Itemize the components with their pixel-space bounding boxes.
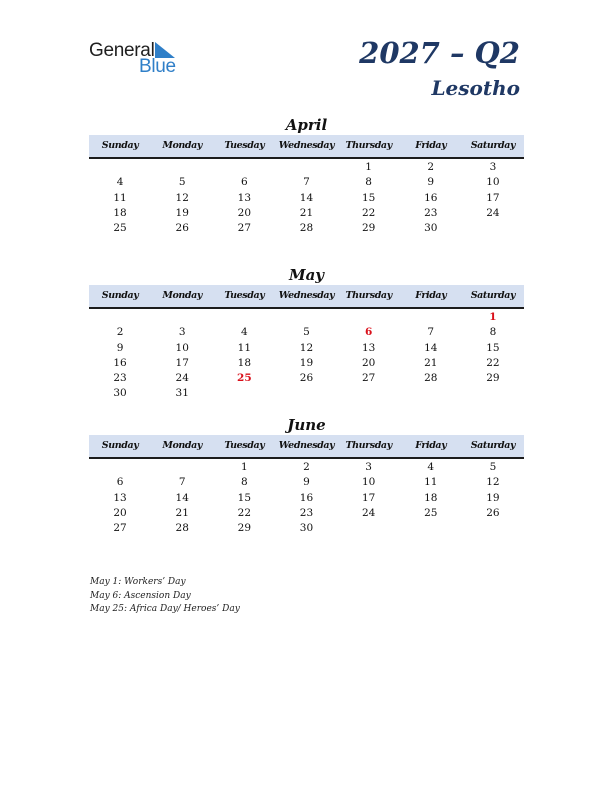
day-cell — [275, 386, 337, 401]
day-cell: 24 — [361, 506, 376, 519]
week-row — [89, 521, 524, 536]
weekday-label: Friday — [415, 290, 447, 301]
day-cell: 3 — [365, 461, 372, 473]
day-cell: 10 — [175, 341, 189, 354]
day-cell — [275, 160, 337, 175]
week-row — [89, 460, 524, 475]
day-cell: 12 — [175, 191, 189, 204]
day-cell: 4 — [427, 461, 435, 473]
holiday-day-cell: 6 — [364, 326, 373, 339]
day-cell: 15 — [486, 341, 500, 354]
day-cell: 12 — [486, 476, 500, 489]
weekday-header-row — [89, 135, 524, 159]
day-cell — [151, 460, 213, 475]
month-april — [89, 115, 524, 236]
weekday-label: Saturday — [470, 440, 516, 451]
day-cell — [400, 521, 462, 536]
day-cell: 26 — [299, 372, 314, 385]
weekday-label: Saturday — [470, 140, 516, 151]
week-row — [89, 221, 524, 236]
day-cell: 6 — [116, 476, 124, 489]
day-cell: 5 — [303, 326, 310, 339]
week-row — [89, 386, 524, 401]
weekday-label: Sunday — [101, 140, 139, 151]
day-cell: 11 — [424, 476, 438, 489]
day-cell: 13 — [237, 191, 252, 204]
day-cell — [213, 160, 275, 175]
month-name: April — [285, 116, 328, 134]
day-cell: 17 — [175, 356, 189, 369]
weekday-label: Tuesday — [224, 440, 265, 451]
day-cell: 19 — [175, 206, 189, 219]
day-cell — [89, 310, 151, 325]
day-cell: 28 — [424, 372, 438, 385]
day-cell: 6 — [241, 176, 248, 189]
day-cell: 28 — [175, 522, 189, 535]
day-cell: 21 — [424, 356, 438, 369]
day-cell: 1 — [241, 461, 248, 473]
day-cell: 31 — [175, 387, 189, 400]
day-cell — [400, 310, 462, 325]
week-grid — [89, 459, 524, 536]
day-cell: 17 — [361, 491, 376, 504]
day-cell: 25 — [113, 222, 127, 235]
day-cell: 14 — [424, 341, 438, 354]
day-cell: 26 — [175, 222, 189, 235]
day-cell: 23 — [113, 372, 127, 385]
weekday-label: Wednesday — [278, 440, 335, 451]
day-cell — [151, 310, 213, 325]
day-cell — [462, 521, 524, 536]
country-name: Lesotho — [431, 76, 520, 100]
day-cell: 27 — [113, 522, 127, 535]
day-cell: 18 — [113, 206, 127, 219]
month-name: May — [288, 266, 325, 284]
day-cell: 2 — [303, 461, 310, 473]
week-row — [89, 325, 524, 340]
day-cell: 22 — [361, 206, 376, 219]
day-cell — [462, 386, 524, 401]
day-cell: 16 — [113, 356, 127, 369]
day-cell: 20 — [361, 356, 376, 369]
day-cell: 13 — [113, 491, 127, 504]
day-cell: 9 — [116, 341, 124, 354]
weekday-label: Saturday — [470, 290, 516, 301]
day-cell: 7 — [303, 176, 310, 189]
day-cell: 21 — [299, 206, 314, 219]
day-cell — [338, 386, 400, 401]
day-cell — [338, 521, 400, 536]
day-cell: 4 — [116, 176, 124, 189]
day-cell: 4 — [241, 326, 248, 339]
weekday-label: Thursday — [345, 290, 392, 301]
holiday-note: May 25: Africa Day/ Heroes’ Day — [90, 604, 240, 614]
day-cell: 10 — [361, 476, 376, 489]
holiday-day-cell: 1 — [489, 311, 497, 323]
day-cell — [338, 310, 400, 325]
day-cell: 14 — [175, 491, 189, 504]
day-cell: 5 — [178, 176, 186, 189]
holiday-note: May 1: Workers’ Day — [90, 577, 186, 587]
day-cell: 21 — [175, 506, 189, 519]
day-cell: 30 — [299, 522, 314, 535]
week-row — [89, 175, 524, 190]
day-cell: 12 — [299, 341, 314, 354]
day-cell: 29 — [361, 222, 376, 235]
day-cell: 24 — [175, 372, 189, 385]
day-cell — [89, 460, 151, 475]
logo-general-text: General — [89, 40, 155, 61]
day-cell — [213, 310, 275, 325]
weekday-label: Wednesday — [278, 140, 335, 151]
day-cell: 16 — [299, 491, 314, 504]
month-may — [89, 265, 524, 402]
day-cell: 10 — [486, 176, 500, 189]
day-cell: 15 — [361, 191, 376, 204]
holiday-note: May 6: Ascension Day — [90, 590, 191, 601]
day-cell: 3 — [489, 161, 497, 173]
day-cell: 1 — [365, 161, 372, 173]
weekday-header-row — [89, 435, 524, 459]
holiday-day-cell: 25 — [237, 372, 252, 385]
day-cell: 2 — [116, 326, 124, 339]
day-cell: 8 — [365, 176, 372, 189]
day-cell: 18 — [424, 491, 438, 504]
day-cell: 29 — [486, 372, 500, 385]
weekday-label: Monday — [162, 440, 203, 451]
day-cell: 3 — [178, 326, 186, 339]
day-cell: 14 — [299, 191, 314, 204]
week-grid — [89, 309, 524, 402]
weekday-label: Wednesday — [278, 290, 335, 301]
day-cell: 18 — [237, 356, 252, 369]
day-cell — [151, 160, 213, 175]
day-cell — [275, 310, 337, 325]
day-cell: 23 — [424, 206, 438, 219]
weekday-label: Friday — [415, 440, 447, 451]
week-row — [89, 371, 524, 386]
day-cell: 27 — [237, 222, 252, 235]
day-cell: 26 — [486, 506, 500, 519]
day-cell: 25 — [424, 506, 438, 519]
day-cell: 5 — [489, 461, 497, 473]
day-cell: 30 — [424, 222, 438, 235]
week-grid — [89, 159, 524, 236]
month-name: June — [287, 416, 326, 434]
weekday-header-row — [89, 285, 524, 309]
day-cell — [213, 386, 275, 401]
day-cell: 17 — [486, 191, 500, 204]
weekday-label: Monday — [162, 140, 203, 151]
weekday-label: Friday — [415, 140, 447, 151]
logo-blue-text: Blue — [139, 56, 176, 77]
day-cell: 11 — [113, 191, 127, 204]
day-cell: 22 — [237, 506, 252, 519]
weekday-label: Monday — [162, 290, 203, 301]
weekday-label: Tuesday — [224, 290, 265, 301]
day-cell: 30 — [113, 387, 127, 400]
day-cell: 23 — [299, 506, 314, 519]
week-row — [89, 475, 524, 490]
day-cell — [89, 160, 151, 175]
day-cell: 16 — [424, 191, 438, 204]
week-row — [89, 160, 524, 175]
week-row — [89, 506, 524, 521]
weekday-label: Sunday — [101, 440, 139, 451]
day-cell: 9 — [427, 176, 435, 189]
day-cell: 19 — [299, 356, 314, 369]
day-cell: 15 — [237, 491, 252, 504]
day-cell: 13 — [361, 341, 376, 354]
day-cell: 8 — [489, 326, 497, 339]
day-cell — [400, 386, 462, 401]
day-cell: 20 — [113, 506, 127, 519]
day-cell: 22 — [486, 356, 500, 369]
day-cell: 8 — [241, 476, 248, 489]
day-cell: 19 — [486, 491, 500, 504]
day-cell: 29 — [237, 522, 252, 535]
month-june — [89, 415, 524, 536]
weekday-label: Thursday — [345, 140, 392, 151]
day-cell: 24 — [486, 206, 500, 219]
day-cell: 11 — [237, 341, 252, 354]
week-row — [89, 310, 524, 325]
day-cell: 28 — [299, 222, 314, 235]
day-cell: 2 — [427, 161, 435, 173]
holiday-notes — [90, 576, 240, 617]
week-row — [89, 356, 524, 371]
day-cell: 9 — [303, 476, 310, 489]
week-row — [89, 341, 524, 356]
week-row — [89, 206, 524, 221]
day-cell — [462, 221, 524, 236]
day-cell: 7 — [427, 326, 435, 339]
week-row — [89, 491, 524, 506]
weekday-label: Sunday — [101, 290, 139, 301]
day-cell: 7 — [178, 476, 186, 489]
page-title: 2027 – Q2 — [359, 36, 520, 70]
week-row — [89, 191, 524, 206]
day-cell: 20 — [237, 206, 252, 219]
day-cell: 27 — [361, 372, 376, 385]
weekday-label: Tuesday — [224, 140, 265, 151]
weekday-label: Thursday — [345, 440, 392, 451]
generalblue-logo — [89, 40, 189, 76]
